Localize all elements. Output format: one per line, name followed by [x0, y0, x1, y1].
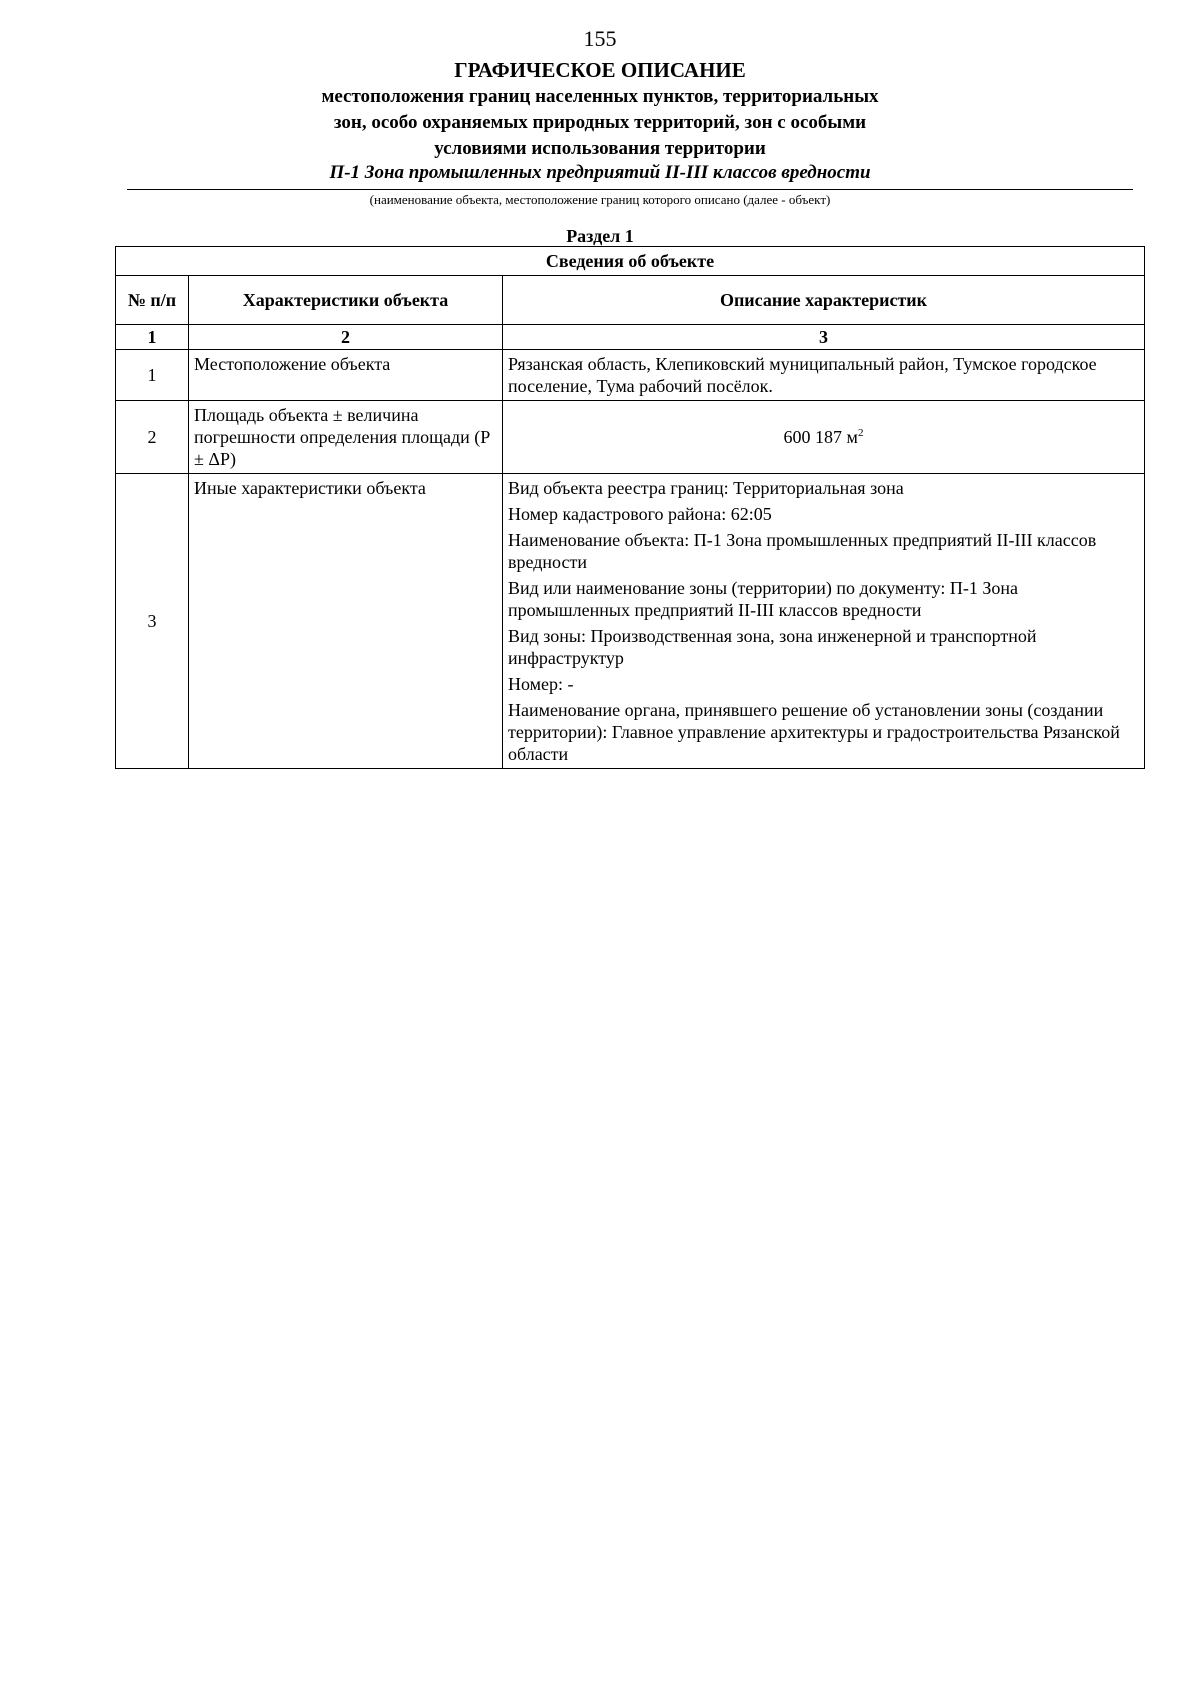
subtitle-line: зон, особо охраняемых природных территорий, зон с особыми	[333, 112, 867, 133]
column-number: 1	[116, 325, 189, 350]
description-line: Наименование органа, принявшего решение об установлении зоны (создании территории): Главное управление архитектуры и градостроительства Рязанской области	[508, 700, 1120, 764]
object-name: П-1 Зона промышленных предприятий II-III классов вредности	[329, 162, 871, 183]
subtitle-line: местоположения границ населенных пунктов, территориальных	[321, 86, 879, 107]
description-line: Вид зоны: Производственная зона, зона инженерной и транспортной инфраструктур	[508, 626, 1037, 668]
column-header-number: № п/п	[116, 276, 189, 325]
description-line: Рязанская область, Клепиковский муниципальный район, Тумское городское поселение, Тума рабочий посёлок.	[508, 354, 1097, 396]
area-unit-power: 2	[857, 427, 864, 439]
row-description	[503, 474, 1145, 769]
column-header-characteristic: Характеристики объекта	[189, 276, 503, 325]
area-value-cell	[503, 401, 1145, 474]
document-subtitle	[0, 84, 1200, 162]
column-number: 2	[189, 325, 503, 350]
table-row	[116, 350, 1145, 401]
row-characteristic: Местоположение объекта	[189, 350, 503, 401]
description-line: Вид или наименование зоны (территории) по документу: П-1 Зона промышленных предприятий II-III классов вредности	[508, 578, 1019, 620]
description-line: Номер кадастрового района: 62:05	[508, 504, 772, 524]
description-line: Наименование объекта: П-1 Зона промышленных предприятий II-III классов вредности	[508, 530, 1097, 572]
description-line: Вид объекта реестра границ: Территориальная зона	[508, 478, 904, 498]
column-header-description: Описание характеристик	[503, 276, 1145, 325]
row-number: 1	[116, 350, 189, 401]
object-info-table	[115, 246, 1145, 769]
row-number: 2	[116, 401, 189, 474]
section-title: Раздел 1	[566, 226, 634, 246]
area-value: 600 187 м	[783, 427, 858, 447]
table-title: Сведения об объекте	[116, 247, 1145, 276]
row-characteristic: Иные характеристики объекта	[189, 474, 503, 769]
subtitle-line: условиями использования территории	[434, 138, 766, 159]
table-header-row	[116, 276, 1145, 325]
table-row	[116, 401, 1145, 474]
row-number: 3	[116, 474, 189, 769]
object-name-underline	[127, 189, 1133, 190]
description-line: Номер: -	[508, 674, 574, 694]
row-characteristic: Площадь объекта ± величина погрешности определения площади (P ± ΔP)	[189, 401, 503, 474]
column-number: 3	[503, 325, 1145, 350]
table-row	[116, 474, 1145, 769]
row-description	[503, 350, 1145, 401]
object-caption: (наименование объекта, местоположение границ которого описано (далее - объект)	[369, 192, 831, 207]
column-numbers-row	[116, 325, 1145, 350]
page-number: 155	[583, 26, 617, 51]
document-title: ГРАФИЧЕСКОЕ ОПИСАНИЕ	[454, 58, 746, 82]
